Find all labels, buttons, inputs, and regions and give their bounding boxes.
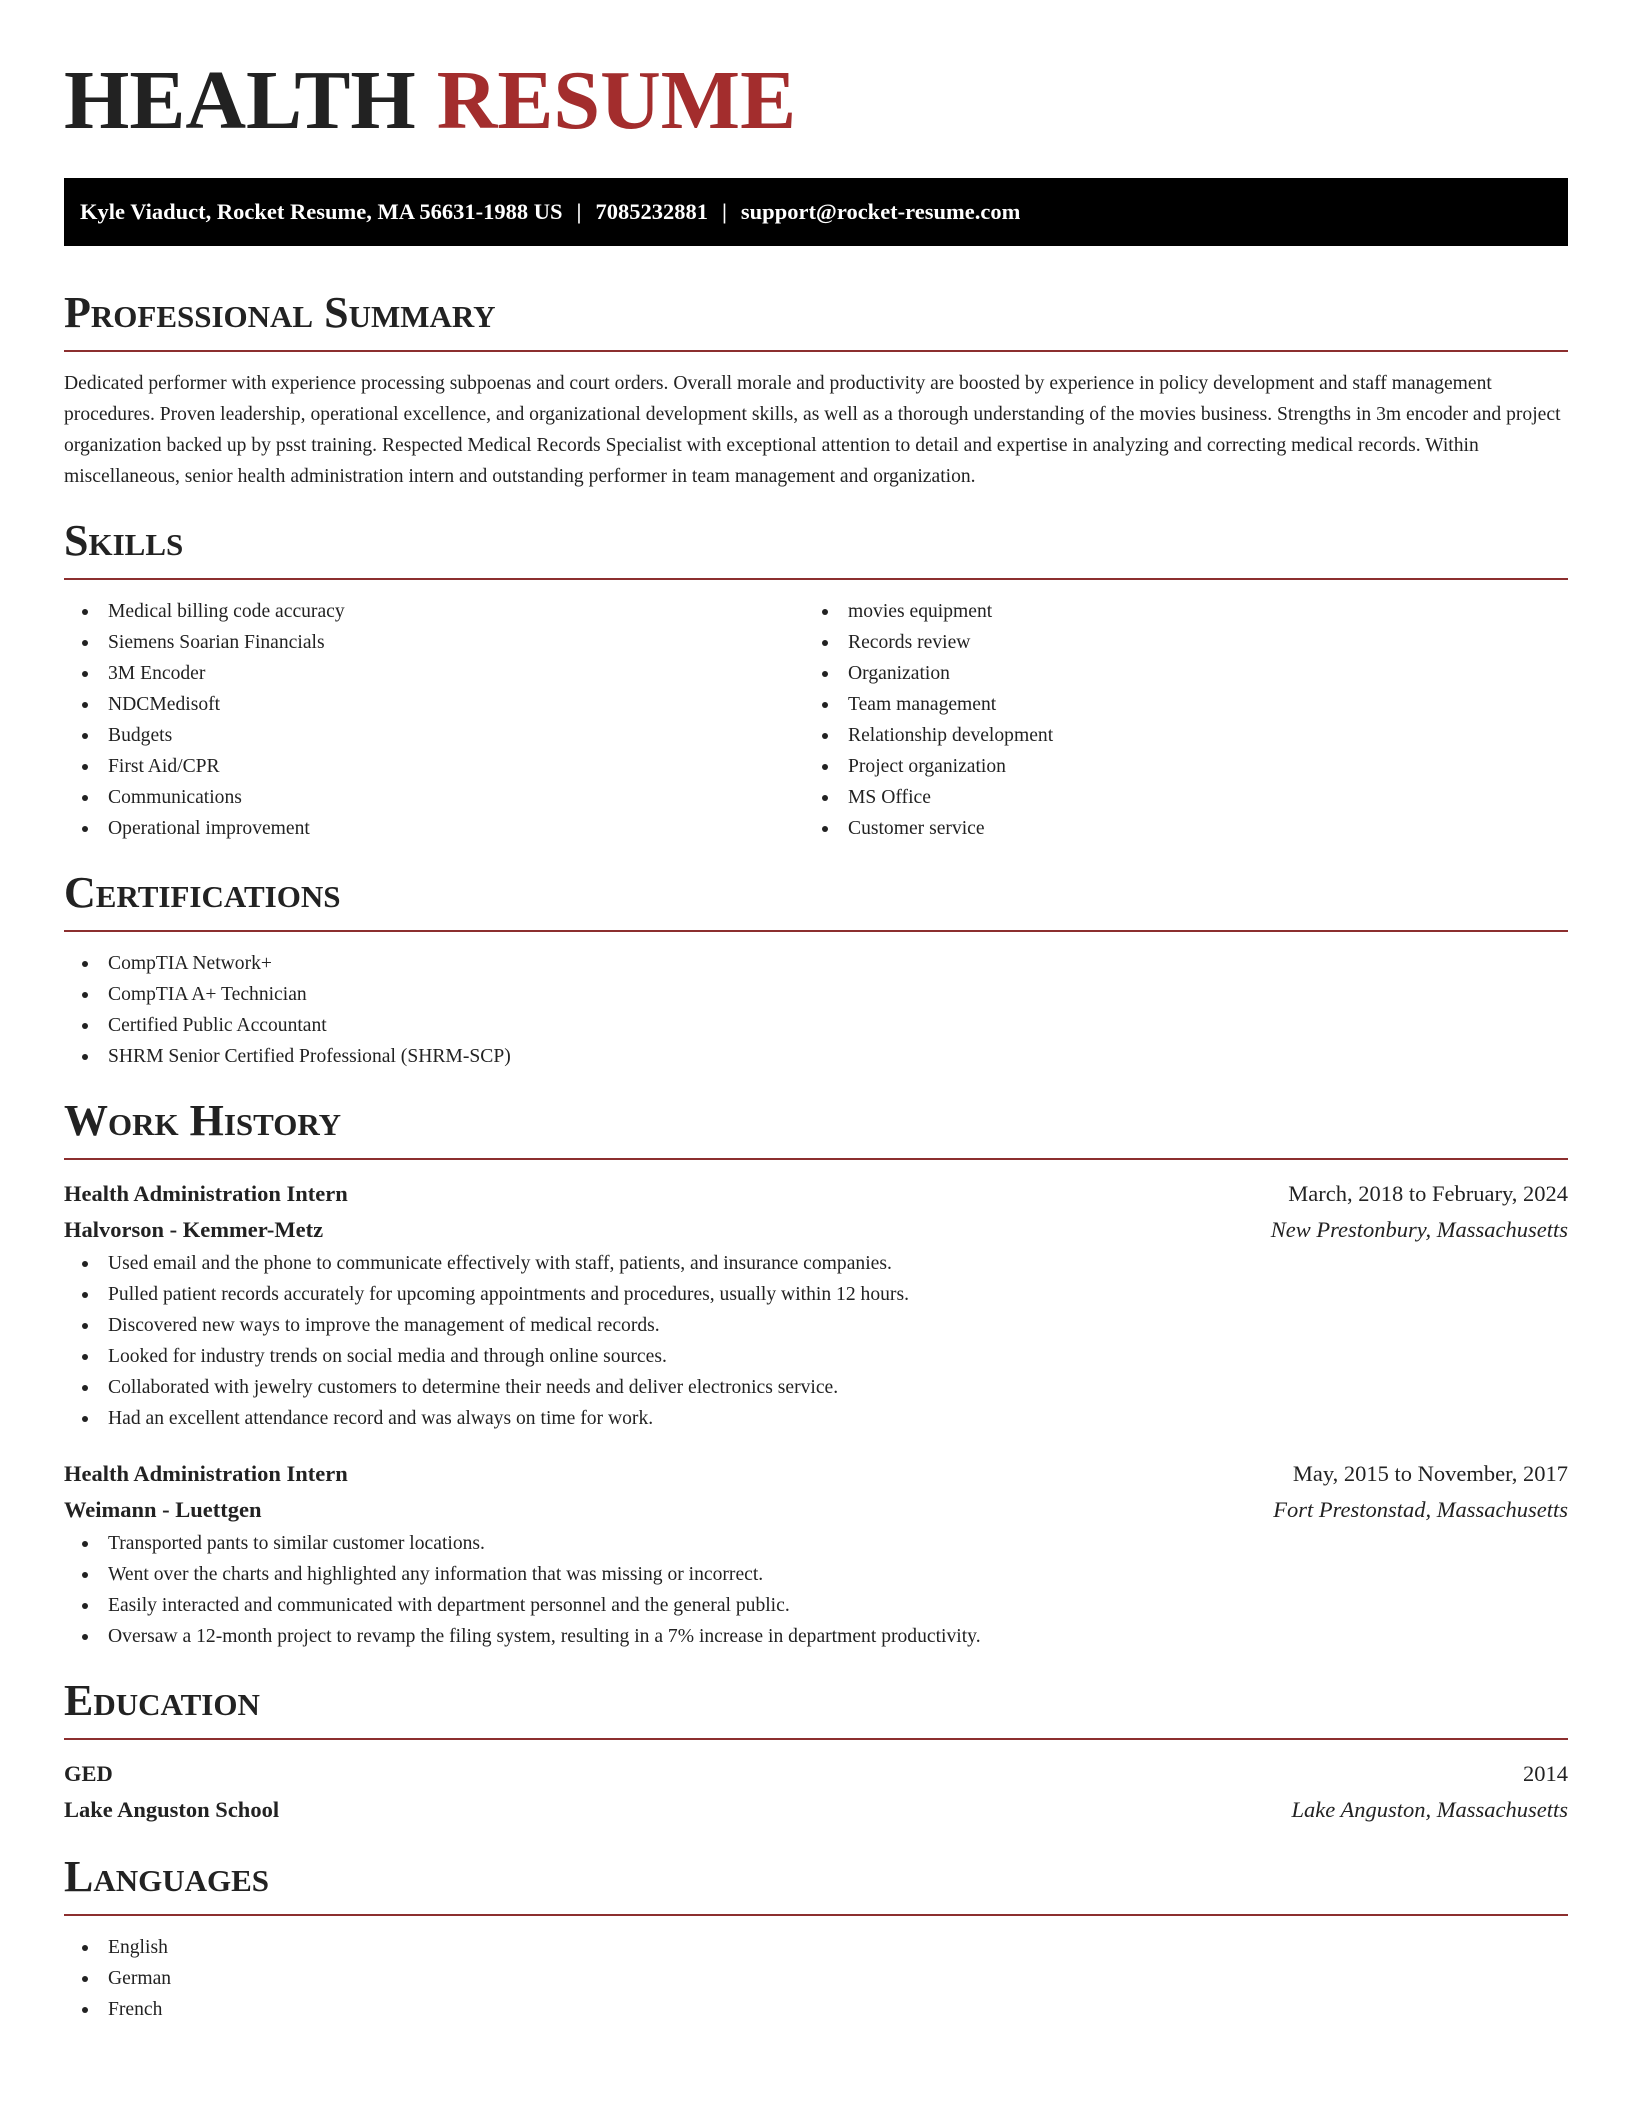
certifications-section <box>64 870 1568 1072</box>
education-school: Lake Anguston School <box>64 1797 280 1822</box>
skills-heading: Skills <box>64 516 184 565</box>
job-bullets <box>64 1248 1568 1434</box>
contact-email: support@rocket-resume.com <box>740 199 1021 224</box>
job-entry <box>64 1456 1568 1652</box>
section-divider <box>64 1914 1568 1916</box>
education-header-row <box>64 1756 1568 1792</box>
job-header-row <box>64 1176 1568 1212</box>
work-history-heading: Work History <box>64 1096 342 1145</box>
job-company: Weimann - Luettgen <box>64 1497 262 1522</box>
certification-item: SHRM Senior Certified Professional (SHRM-SCP) <box>64 1041 1568 1072</box>
job-bullet: Discovered new ways to improve the management of medical records. <box>64 1310 1568 1341</box>
summary-heading: Professional Summary <box>64 288 496 337</box>
education-degree: GED <box>64 1761 113 1786</box>
skill-item: Customer service <box>804 813 1544 844</box>
skill-item: NDCMedisoft <box>64 689 804 720</box>
education-location: Lake Anguston, Massachusetts <box>1291 1797 1568 1822</box>
education-school-row <box>64 1792 1568 1828</box>
skill-item: Medical billing code accuracy <box>64 596 804 627</box>
education-section <box>64 1678 1568 1828</box>
contact-bar <box>64 178 1568 246</box>
section-divider <box>64 1158 1568 1160</box>
title-part-resume: RESUME <box>436 54 797 147</box>
skills-columns <box>64 596 1568 844</box>
skills-list-left <box>64 596 804 844</box>
contact-separator: | <box>721 199 727 224</box>
education-year: 2014 <box>1523 1761 1568 1786</box>
skill-item: Operational improvement <box>64 813 804 844</box>
skill-item: First Aid/CPR <box>64 751 804 782</box>
job-bullets <box>64 1528 1568 1652</box>
job-bullet: Looked for industry trends on social media and through online sources. <box>64 1341 1568 1372</box>
resume-title <box>64 56 1568 146</box>
title-part-health: HEALTH <box>64 54 416 147</box>
job-company-row <box>64 1492 1568 1528</box>
job-bullet: Pulled patient records accurately for upcoming appointments and procedures, usually within 12 hours. <box>64 1279 1568 1310</box>
section-divider <box>64 930 1568 932</box>
language-item: English <box>64 1932 1568 1963</box>
language-item: German <box>64 1963 1568 1994</box>
job-dates: May, 2015 to November, 2017 <box>1292 1461 1568 1486</box>
skill-item: Communications <box>64 782 804 813</box>
job-company: Halvorson - Kemmer-Metz <box>64 1217 324 1242</box>
skills-list-right <box>804 596 1544 844</box>
job-bullet: Easily interacted and communicated with department personnel and the general public. <box>64 1590 1568 1621</box>
job-bullet: Had an excellent attendance record and was always on time for work. <box>64 1403 1568 1434</box>
job-bullet: Used email and the phone to communicate effectively with staff, patients, and insurance companies. <box>64 1248 1568 1279</box>
section-divider <box>64 578 1568 580</box>
work-history-section <box>64 1098 1568 1652</box>
skill-item: Organization <box>804 658 1544 689</box>
skill-item: 3M Encoder <box>64 658 804 689</box>
job-company-row <box>64 1212 1568 1248</box>
languages-heading: Languages <box>64 1852 270 1901</box>
certification-item: CompTIA A+ Technician <box>64 979 1568 1010</box>
certifications-heading: Certifications <box>64 868 341 917</box>
contact-address: Kyle Viaduct, Rocket Resume, MA 56631-1988 US <box>80 199 563 224</box>
job-bullet: Collaborated with jewelry customers to determine their needs and deliver electronics service. <box>64 1372 1568 1403</box>
job-title: Health Administration Intern <box>64 1181 348 1206</box>
education-heading: Education <box>64 1676 260 1725</box>
skill-item: Project organization <box>804 751 1544 782</box>
skills-section <box>64 518 1568 844</box>
job-location: New Prestonbury, Massachusetts <box>1270 1217 1568 1242</box>
certification-item: Certified Public Accountant <box>64 1010 1568 1041</box>
skill-item: Siemens Soarian Financials <box>64 627 804 658</box>
job-title: Health Administration Intern <box>64 1461 348 1486</box>
skill-item: Team management <box>804 689 1544 720</box>
language-item: French <box>64 1994 1568 2025</box>
contact-phone: 7085232881 <box>595 199 708 224</box>
job-location: Fort Prestonstad, Massachusetts <box>1273 1497 1568 1522</box>
job-bullet: Went over the charts and highlighted any information that was missing or incorrect. <box>64 1559 1568 1590</box>
skill-item: MS Office <box>804 782 1544 813</box>
skill-item: Budgets <box>64 720 804 751</box>
job-bullet: Transported pants to similar customer locations. <box>64 1528 1568 1559</box>
section-divider <box>64 350 1568 352</box>
contact-separator: | <box>576 199 582 224</box>
skill-item: movies equipment <box>804 596 1544 627</box>
job-bullet: Oversaw a 12-month project to revamp the filing system, resulting in a 7% increase in department productivity. <box>64 1621 1568 1652</box>
skill-item: Relationship development <box>804 720 1544 751</box>
job-header-row <box>64 1456 1568 1492</box>
job-entry <box>64 1176 1568 1434</box>
job-dates: March, 2018 to February, 2024 <box>1288 1181 1568 1206</box>
languages-section <box>64 1854 1568 2025</box>
summary-text: Dedicated performer with experience processing subpoenas and court orders. Overall morale and productivity are boosted by experience in policy development and staff management procedures. Proven leadership, operational excellence, and organizational development skills, as well as a thorough understanding of the movies business. Strengths in 3m encoder and project organization backed up by psst training. Respected Medical Records Specialist with exceptional attention to detail and expertise in analyzing and correcting medical records. Within miscellaneous, senior health administration intern and outstanding performer in team management and organization. <box>64 373 1561 487</box>
certifications-list <box>64 948 1568 1072</box>
skill-item: Records review <box>804 627 1544 658</box>
summary-section <box>64 290 1568 492</box>
certification-item: CompTIA Network+ <box>64 948 1568 979</box>
section-divider <box>64 1738 1568 1740</box>
languages-list <box>64 1932 1568 2025</box>
